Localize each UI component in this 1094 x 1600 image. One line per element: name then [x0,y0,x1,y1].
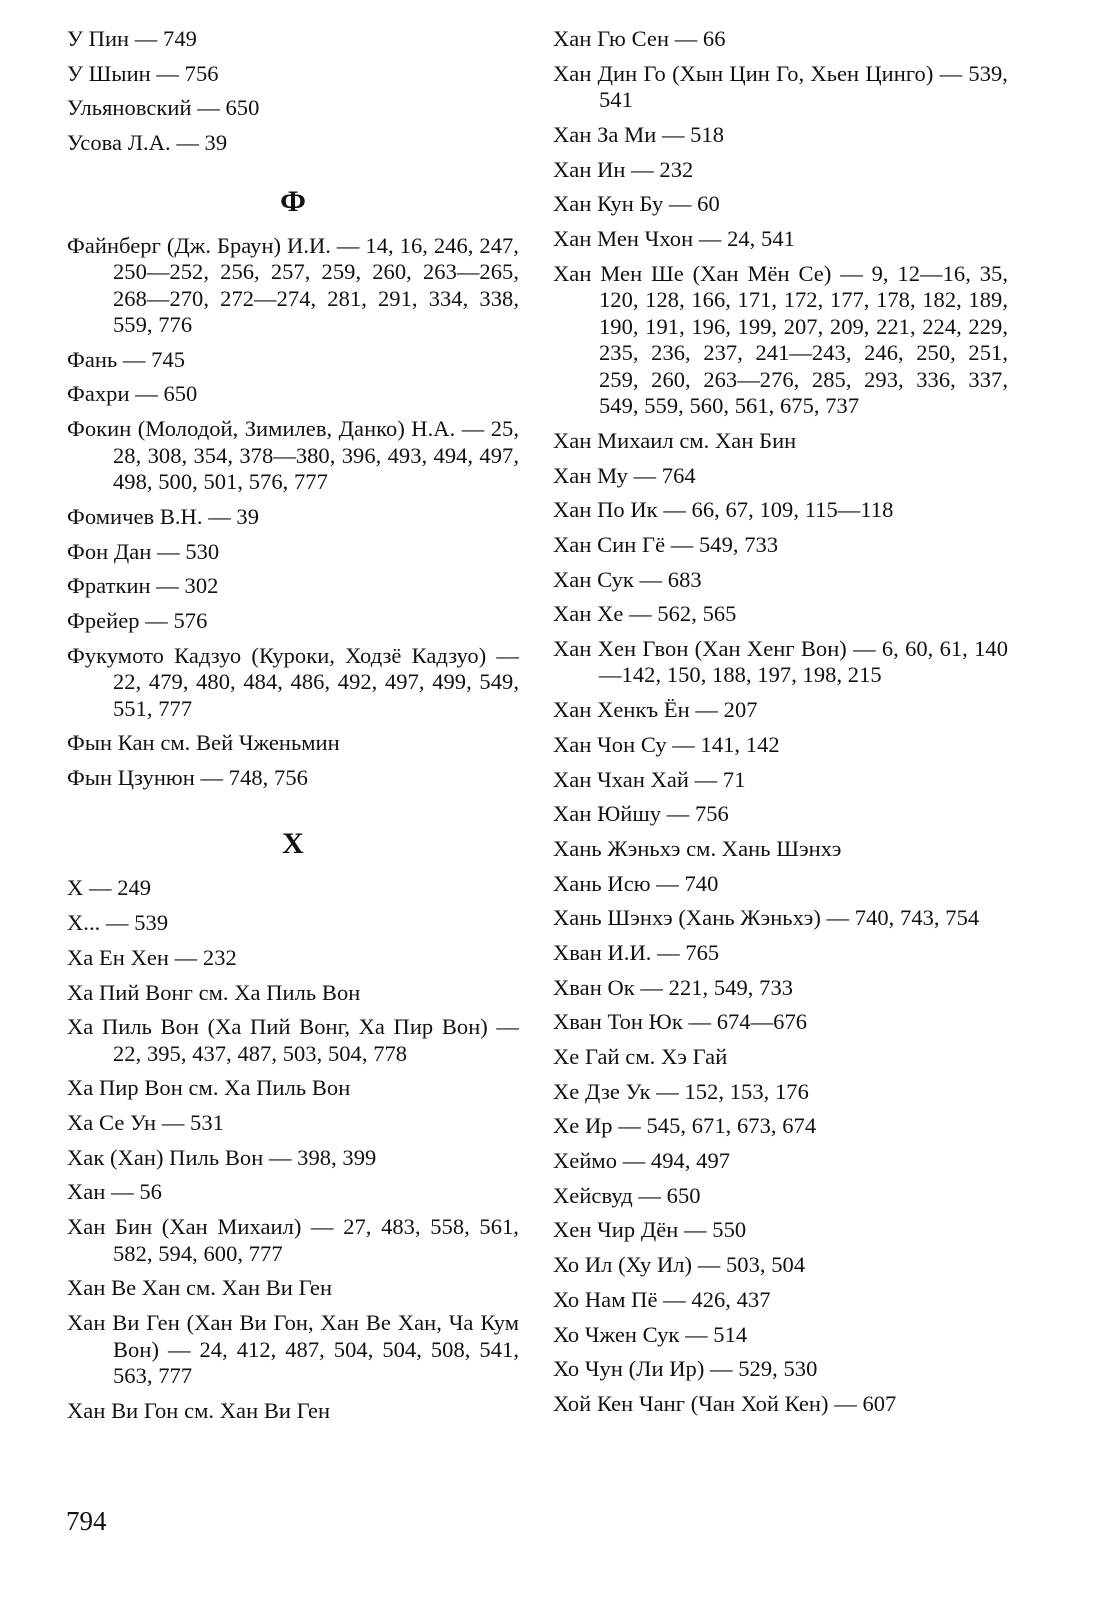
index-entry: Хан Хен Гвон (Хан Хенг Вон) — 6, 60, 61, 140—142, 150, 188, 197, 198, 215 [553,635,1008,688]
index-entry: Хан Син Гё — 549, 733 [553,531,779,557]
page-number: 794 [66,1506,107,1536]
index-entry: Фань — 745 [67,346,186,372]
index-group-h-continued [553,26,1008,1417]
index-entry: Хан Мен Ше (Хан Мён Се) — 9, 12—16, 35, 120, 128, 166, 171, 172, 177, 178, 182, 189, 190, 191, 196, 199, 207, 209, 221, 224, 229, 235, 236, 237, 241—243, 246, 250, 251, 259, 260, 263—276, 285, 293, 336, 337, 549, 559, 560, 561, 675, 737 [553,260,1008,419]
index-entry: Ульяновский — 650 [67,95,260,121]
index-entry: Хань Исю — 740 [553,870,719,896]
index-entry: Фын Цзунюн — 748, 756 [67,764,308,790]
index-entry: Фын Кан см. Вей Чженьмин [67,730,340,756]
right-column [553,26,1008,1426]
index-entry: Фраткин — 302 [67,573,219,599]
index-entry: Хван Тон Юк — 674—676 [553,1009,808,1035]
index-entry: Хань Жэньхэ см. Хань Шэнхэ [553,835,842,861]
index-entry: Хо Чжен Сук — 514 [553,1321,748,1347]
index-entry: Хан Ин — 232 [553,156,694,182]
index-entry: Х — 249 [67,875,152,901]
section-heading-f: Ф [280,184,306,218]
index-entry: Хан — 56 [67,1179,162,1205]
index-entry: Хан Бин (Хан Михаил) — 27, 483, 558, 561, 582, 594, 600, 777 [67,1214,519,1266]
index-entry: Хе Ир — 545, 671, 673, 674 [553,1113,817,1139]
index-entry: Фон Дан — 530 [67,538,220,564]
index-entry: Хван Ок — 221, 549, 733 [553,974,794,1000]
index-entry: Хак (Хан) Пиль Вон — 398, 399 [67,1144,377,1170]
index-entry: Фрейер — 576 [67,607,208,633]
index-entry: Ха Ен Хен — 232 [67,944,237,970]
index-entry: Усова Л.А. — 39 [67,130,228,156]
index-entry: Хе Гай см. Хэ Гай [553,1044,728,1069]
index-entry: Хан Гю Сен — 66 [553,26,726,51]
index-entry: Ха Се Ун — 531 [67,1110,224,1136]
index-entry: Хан Ви Гон см. Хан Ви Ген [67,1397,331,1423]
index-group-h [67,875,519,1424]
index-entry: Хан Хе — 562, 565 [553,601,737,627]
index-entry: Хен Чир Дён — 550 [553,1217,747,1243]
index-entry: Хо Нам Пё — 426, 437 [553,1286,771,1312]
index-entry: Хань Шэнхэ (Хань Жэньхэ) — 740, 743, 754 [553,905,980,931]
index-entry: Хан Ви Ген (Хан Ви Гон, Хан Ве Хан, Ча Кум Вон) — 24, 412, 487, 504, 504, 508, 541, 563, 777 [67,1310,519,1388]
section-heading-h: Х [282,827,304,861]
index-entry: Хан По Ик — 66, 67, 109, 115—118 [553,497,894,523]
index-entry: Хеймо — 494, 497 [553,1148,731,1174]
index-entry: Хан Ве Хан см. Хан Ви Ген [67,1275,333,1301]
index-entry: Ха Пий Вонг см. Ха Пиль Вон [67,979,361,1005]
index-entry: Фокин (Молодой, Зимилев, Данко) Н.А. — 25, 28, 308, 354, 378—380, 396, 493, 494, 497, 498, 500, 501, 576, 777 [67,416,519,495]
left-column [67,26,519,1432]
index-entry: Х... — 539 [67,910,169,936]
index-entry: Хан Кун Бу — 60 [553,191,720,217]
index-entry: Фомичев В.Н. — 39 [67,503,260,529]
index-group-u [67,26,519,157]
index-entry: Хан Юйшу — 756 [553,801,729,827]
index-entry: Хе Дзе Ук — 152, 153, 176 [553,1078,809,1104]
index-entry: Хан За Ми — 518 [553,121,725,147]
index-entry: Хан Му — 764 [553,462,696,488]
index-entry: Хан Сук — 683 [553,566,702,592]
index-entry: Хейсвуд — 650 [553,1182,701,1208]
index-entry: Хан Чхан Хай — 71 [553,766,746,792]
index-entry: Хван И.И. — 765 [553,939,720,965]
index-entry: Файнберг (Дж. Браун) И.И. — 14, 16, 246, 247, 250—252, 256, 257, 259, 260, 263—265, 268—270, 272—274, 281, 291, 334, 338, 559, 776 [67,232,519,338]
index-entry: Хо Ил (Ху Ил) — 503, 504 [553,1252,806,1278]
index-entry: У Шыин — 756 [67,60,219,86]
index-entry: У Пин — 749 [67,26,197,51]
index-entry: Хан Михаил см. Хан Бин [553,427,797,453]
index-group-f [67,233,519,792]
index-entry: Фукумото Кадзуо (Куроки, Ходзё Кадзуо) — 22, 479, 480, 484, 486, 492, 497, 499, 549, 551, 777 [67,642,519,721]
index-entry: Ха Пир Вон см. Ха Пиль Вон [67,1075,351,1101]
index-entry: Хан Хенкъ Ён — 207 [553,697,758,723]
index-entry: Ха Пиль Вон (Ха Пий Вонг, Ха Пир Вон) — 22, 395, 437, 487, 503, 504, 778 [67,1014,519,1066]
index-entry: Хой Кен Чанг (Чан Хой Кен) — 607 [553,1390,897,1416]
index-entry: Хан Мен Чхон — 24, 541 [553,225,795,251]
index-entry: Хо Чун (Ли Ир) — 529, 530 [553,1356,818,1382]
index-entry: Хан Чон Су — 141, 142 [553,731,780,757]
index-entry: Хан Дин Го (Хын Цин Го, Хьен Цинго) — 539, 541 [553,60,1008,113]
index-entry: Фахри — 650 [67,381,198,407]
